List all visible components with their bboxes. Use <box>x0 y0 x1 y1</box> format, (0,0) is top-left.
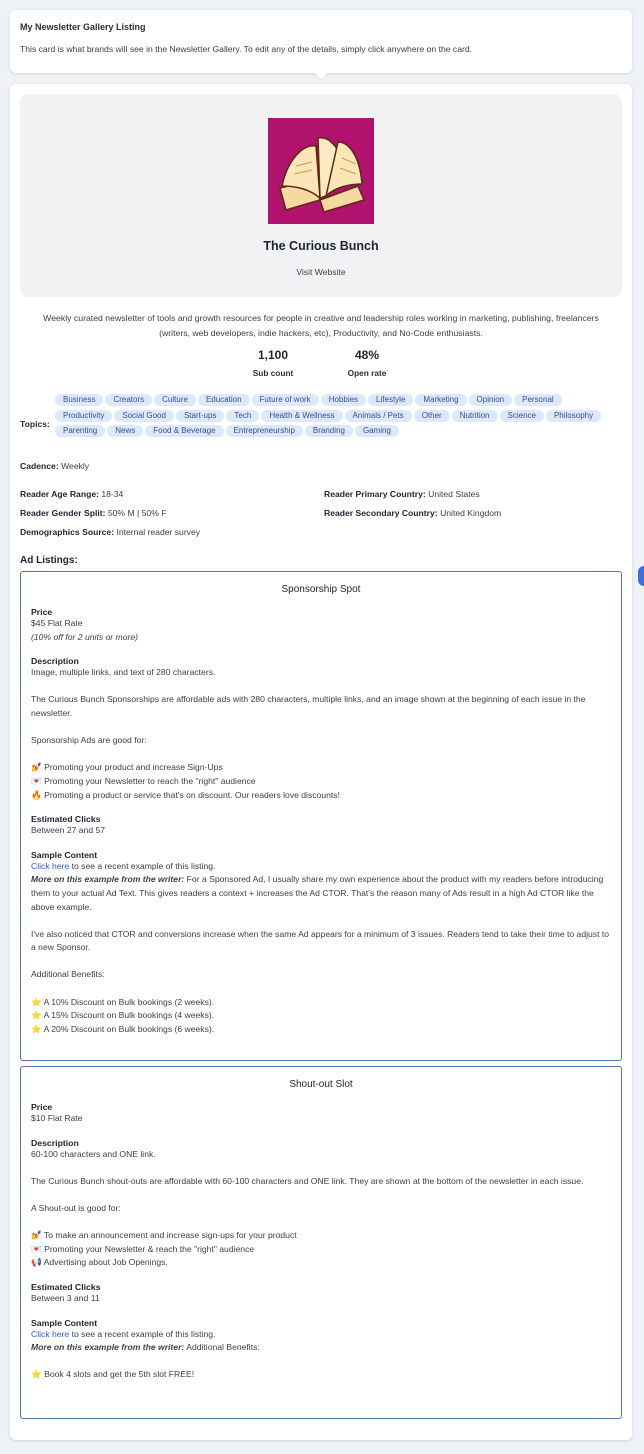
topic-tag: Nutrition <box>452 410 498 422</box>
sample-content-line <box>31 1328 611 1342</box>
writer-note <box>31 873 611 914</box>
topic-tag: Philosophy <box>546 410 601 422</box>
topic-tag: Animals / Pets <box>345 410 412 422</box>
topic-tag: Productivity <box>55 410 112 422</box>
estimated-clicks-heading: Estimated Clicks <box>31 814 101 825</box>
primary-country-value: United States <box>428 489 480 499</box>
gallery-info-card <box>10 10 632 73</box>
primary-country-row <box>324 489 480 499</box>
ad-listings-heading: Ad Listings: <box>20 555 78 566</box>
benefit-item: ⭐ A 20% Discount on Bulk bookings (6 weeks). <box>31 1023 215 1034</box>
demographics-row <box>20 527 200 537</box>
sample-content-line <box>31 860 611 874</box>
writer-note-text: For a Sponsored Ad, I usually share my own experience about the product with my readers before introducing them to your actual Ad Text. This gives readers a context + increases the Ad CTOR. That's the reason many of Ads result in a high Ad CTOR like the above example. <box>31 874 604 912</box>
benefit-item: ⭐ Book 4 slots and get the 5th slot FREE! <box>31 1369 195 1380</box>
description-heading: Description <box>31 656 79 667</box>
newsletter-logo <box>268 118 374 224</box>
secondary-country-label: Reader Secondary Country: <box>324 508 438 518</box>
description-heading: Description <box>31 1137 79 1148</box>
age-label: Reader Age Range: <box>20 489 99 499</box>
topic-tags <box>55 394 615 441</box>
price-note: (10% off for 2 units or more) <box>31 631 138 642</box>
estimated-clicks-value: Between 27 and 57 <box>31 825 106 836</box>
writer-note-label: More on this example from the writer: <box>31 874 185 885</box>
topic-tag: Branding <box>305 425 353 437</box>
topic-tag: Science <box>500 410 544 422</box>
writer-note-paragraph: I've also noticed that CTOR and conversions increase when the same Ad appears for a minimum of 3 issues. Readers tend to take their time to adjust to a new Sponsor. <box>31 928 610 953</box>
sample-link[interactable]: Click here <box>31 1328 70 1339</box>
writer-note <box>31 1341 611 1355</box>
newsletter-hero <box>20 94 622 297</box>
topic-tag: News <box>107 425 143 437</box>
gender-row <box>20 508 166 518</box>
benefits-label: Additional Benefits: <box>31 969 105 980</box>
price-heading: Price <box>31 1102 53 1112</box>
age-row <box>20 489 123 499</box>
card-pointer <box>314 72 328 79</box>
newsletter-card[interactable] <box>10 84 632 1440</box>
good-for-item: 💌 Promoting your Newsletter to reach the "right" audience <box>31 775 256 786</box>
good-for-item: 💅 To make an announcement and increase sign-ups for your product <box>31 1230 297 1241</box>
open-rate-stat <box>342 348 392 378</box>
cadence-label: Cadence: <box>20 461 59 471</box>
description-paragraph: The Curious Bunch shout-outs are affordable with 60-100 characters and ONE link. They are shown at the bottom of the newsletter in each issue. <box>31 1175 584 1186</box>
open-rate-value: 48% <box>354 348 380 362</box>
estimated-clicks-value: Between 3 and 11 <box>31 1292 100 1303</box>
sample-link[interactable]: Click here <box>31 860 70 871</box>
writer-note-text: Additional Benefits: <box>184 1342 260 1353</box>
topic-tag: Culture <box>154 394 196 406</box>
description-line: Image, multiple links, and text of 280 characters. <box>31 667 216 678</box>
topic-tag: Start-ups <box>176 410 224 422</box>
topic-tag: Personal <box>514 394 562 406</box>
gender-value: 50% M | 50% F <box>107 508 167 518</box>
topic-tag: Marketing <box>415 394 466 406</box>
topic-tag: Gaming <box>355 425 399 437</box>
sample-content-heading: Sample Content <box>31 1317 98 1328</box>
topic-tag: Food & Beverage <box>145 425 223 437</box>
good-for-item: 📢 Advertising about Job Openings. <box>31 1257 168 1268</box>
good-for-item: 💌 Promoting your Newsletter & reach the "right" audience <box>31 1243 255 1254</box>
sample-text: to see a recent example of this listing. <box>69 860 216 871</box>
ad-listing-sponsorship[interactable] <box>20 571 622 1061</box>
ad-listing-shoutout[interactable] <box>20 1066 622 1419</box>
topics-label: Topics: <box>20 419 50 429</box>
cadence-value: Weekly <box>61 461 90 471</box>
topic-tag: Future of work <box>252 394 319 406</box>
newsletter-name: The Curious Bunch <box>263 239 379 253</box>
topic-tag: Education <box>198 394 250 406</box>
visit-website-link[interactable]: Visit Website <box>296 267 346 277</box>
topic-tag: Business <box>55 394 103 406</box>
book-icon <box>268 118 374 224</box>
gallery-info-title: My Newsletter Gallery Listing <box>20 22 146 32</box>
secondary-country-value: United Kingdom <box>440 508 502 518</box>
good-for-label: A Shout-out is good for: <box>31 1202 121 1213</box>
topic-tag: Creators <box>105 394 152 406</box>
topic-tag: Tech <box>226 410 259 422</box>
newsletter-description: Weekly curated newsletter of tools and growth resources for people in creative and leadership roles working in marketing, publishing, freelancers (writers, web developers, indie hackers, etc), Productivity, and No-Code enthusiasts. <box>43 313 599 338</box>
good-for-item: 🔥 Promoting a product or service that's on discount. Our readers love discounts! <box>31 789 340 800</box>
sub-count-value: 1,100 <box>257 348 289 362</box>
primary-country-label: Reader Primary Country: <box>324 489 426 499</box>
topic-tag: Opinion <box>469 394 513 406</box>
sub-count-stat <box>250 348 296 378</box>
description-paragraph: The Curious Bunch Sponsorships are affordable ads with 280 characters, multiple links, and an image shown at the beginning of each issue in the newsletter. <box>31 694 586 718</box>
estimated-clicks-heading: Estimated Clicks <box>31 1281 101 1292</box>
topic-tag: Other <box>414 410 450 422</box>
open-rate-label: Open rate <box>347 368 387 378</box>
sample-text: to see a recent example of this listing. <box>69 1328 216 1339</box>
age-value: 18-34 <box>101 489 124 499</box>
good-for-label: Sponsorship Ads are good for: <box>31 735 147 746</box>
price-heading: Price <box>31 607 53 617</box>
writer-note-label: More on this example from the writer: <box>31 1342 185 1353</box>
topic-tag: Parenting <box>55 425 105 437</box>
topic-tag: Lifestyle <box>368 394 413 406</box>
topic-tag: Hobbies <box>321 394 366 406</box>
description-line: 60-100 characters and ONE link. <box>31 1148 156 1159</box>
sub-count-label: Sub count <box>252 368 294 378</box>
price-value: $10 Flat Rate <box>31 1113 83 1123</box>
topic-tag: Social Good <box>114 410 174 422</box>
sample-content-heading: Sample Content <box>31 849 98 860</box>
ad-title: Sponsorship Spot <box>281 584 361 595</box>
price-value: $45 Flat Rate <box>31 618 83 628</box>
benefit-item: ⭐ A 15% Discount on Bulk bookings (4 weeks). <box>31 1010 215 1021</box>
good-for-item: 💅 Promoting your product and increase Sign-Ups <box>31 762 223 773</box>
ad-title: Shout-out Slot <box>289 1079 353 1090</box>
benefit-item: ⭐ A 10% Discount on Bulk bookings (2 weeks). <box>31 996 215 1007</box>
demographics-label: Demographics Source: <box>20 527 115 537</box>
topic-tag: Entrepreneurship <box>226 425 303 437</box>
gallery-info-subtitle: This card is what brands will see in the Newsletter Gallery. To edit any of the details, simply click anywhere on the card. <box>20 44 473 54</box>
topic-tag: Health & Wellness <box>261 410 342 422</box>
gender-label: Reader Gender Split: <box>20 508 106 518</box>
secondary-country-row <box>324 508 501 518</box>
side-help-button[interactable] <box>638 566 644 586</box>
demographics-value: Internal reader survey <box>116 527 201 537</box>
cadence-row <box>20 461 89 471</box>
